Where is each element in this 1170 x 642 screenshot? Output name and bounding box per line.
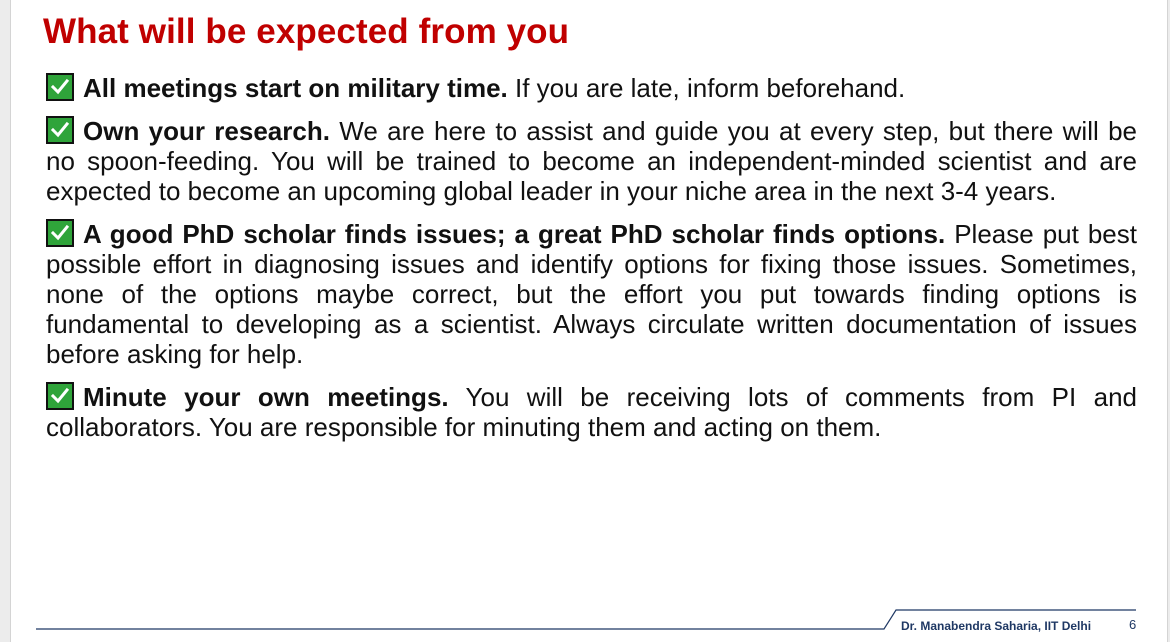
- item-text: If you are late, inform beforehand.: [507, 73, 906, 103]
- item-lead: A good PhD scholar finds issues; a great PhD scholar finds options.: [83, 219, 946, 249]
- check-box-icon: [46, 219, 74, 247]
- footer-author: Dr. Manabendra Saharia, IIT Delhi: [901, 619, 1092, 633]
- check-box-icon: [46, 116, 74, 144]
- item-text: We are here to assist and guide you at every step, but there will be no spoon-feeding. You will be trained to become an independent-minded scientist and are expected to become an upcoming global leader in your niche area in the next 3-4 years.: [46, 116, 1137, 206]
- list-item: [46, 219, 1137, 369]
- list-item: [46, 116, 1137, 206]
- slide-title: What will be expected from you: [43, 12, 570, 51]
- slide: [10, 0, 1168, 642]
- item-lead: Minute your own meetings.: [83, 382, 449, 412]
- item-text: You will be receiving lots of comments from PI and collaborators. You are responsible for minuting them and acting on them.: [46, 382, 1137, 442]
- expectations-list: [46, 73, 1137, 455]
- page-number: 6: [1129, 617, 1137, 632]
- item-lead: All meetings start on military time.: [83, 73, 508, 103]
- check-box-icon: [46, 73, 74, 101]
- item-text: Please put best possible effort in diagnosing issues and identify options for fixing those issues. Sometimes, none of the options maybe correct, but the effort you put towards finding options is fundamental to developing as a scientist. Always circulate written documentation of issues before asking for help.: [46, 219, 1137, 369]
- check-box-icon: [46, 382, 74, 410]
- item-lead: Own your research.: [83, 116, 330, 146]
- list-item: [46, 382, 1137, 442]
- list-item: [46, 73, 1137, 103]
